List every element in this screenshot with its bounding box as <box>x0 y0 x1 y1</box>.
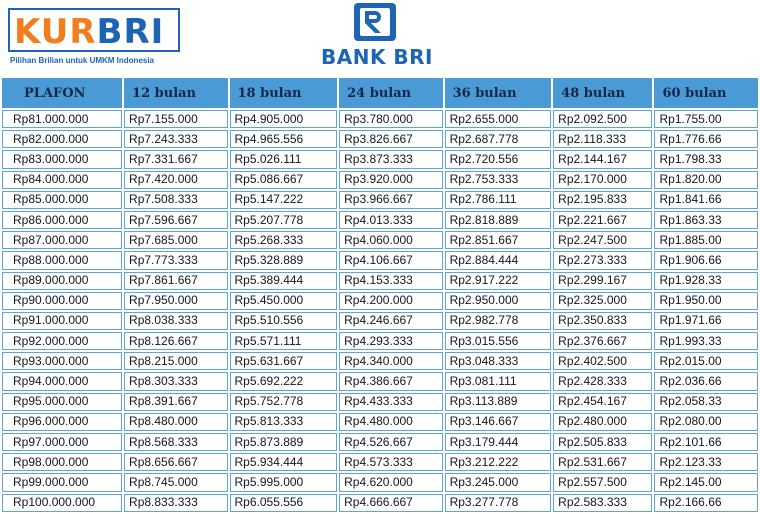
installment-cell: Rp1.971.66 <box>654 312 758 330</box>
installment-cell: Rp3.081.111 <box>445 372 552 390</box>
installment-cell: Rp4.573.333 <box>339 453 442 471</box>
installment-cell: Rp2.917.222 <box>445 272 552 290</box>
table-row <box>2 453 758 471</box>
installment-cell: Rp4.106.667 <box>339 251 442 269</box>
installment-cell: Rp5.086.667 <box>230 171 338 189</box>
table-row <box>2 352 758 370</box>
installment-cell: Rp2.195.833 <box>553 191 652 209</box>
table-header <box>2 78 758 108</box>
plafon-cell: Rp90.000.000 <box>2 292 122 310</box>
installment-cell: Rp2.480.000 <box>553 413 652 431</box>
installment-cell: Rp4.340.000 <box>339 352 442 370</box>
installment-cell: Rp2.036.66 <box>654 372 758 390</box>
installment-cell: Rp6.055.556 <box>230 494 338 512</box>
installment-cell: Rp4.666.667 <box>339 494 442 512</box>
installment-cell: Rp2.402.500 <box>553 352 652 370</box>
plafon-cell: Rp84.000.000 <box>2 171 122 189</box>
column-header-12-bulan: 12 bulan <box>124 78 227 108</box>
installment-cell: Rp4.905.000 <box>230 110 338 128</box>
bri-emblem-icon <box>353 2 397 42</box>
installment-cell: Rp2.818.889 <box>445 211 552 229</box>
table-row <box>2 332 758 350</box>
installment-cell: Rp5.692.222 <box>230 372 338 390</box>
installment-cell: Rp2.583.333 <box>553 494 652 512</box>
installment-cell: Rp5.934.444 <box>230 453 338 471</box>
installment-cell: Rp8.833.333 <box>124 494 227 512</box>
installment-cell: Rp5.813.333 <box>230 413 338 431</box>
installment-cell: Rp2.101.66 <box>654 433 758 451</box>
installment-cell: Rp2.655.000 <box>445 110 552 128</box>
installment-cell: Rp5.995.000 <box>230 473 338 491</box>
installment-cell: Rp2.144.167 <box>553 150 652 168</box>
plafon-cell: Rp95.000.000 <box>2 393 122 411</box>
installment-cell: Rp3.048.333 <box>445 352 552 370</box>
installment-cell: Rp2.982.778 <box>445 312 552 330</box>
column-header-24-bulan: 24 bulan <box>339 78 442 108</box>
installment-cell: Rp3.245.000 <box>445 473 552 491</box>
installment-cell: Rp4.060.000 <box>339 231 442 249</box>
table-body <box>2 110 758 512</box>
plafon-cell: Rp100.000.000 <box>2 494 122 512</box>
plafon-cell: Rp97.000.000 <box>2 433 122 451</box>
installment-cell: Rp4.013.333 <box>339 211 442 229</box>
plafon-cell: Rp98.000.000 <box>2 453 122 471</box>
installment-cell: Rp2.015.00 <box>654 352 758 370</box>
installment-cell: Rp7.596.667 <box>124 211 227 229</box>
installment-cell: Rp3.212.222 <box>445 453 552 471</box>
table-row <box>2 130 758 148</box>
installment-cell: Rp4.965.556 <box>230 130 338 148</box>
installment-cell: Rp8.656.667 <box>124 453 227 471</box>
installment-cell: Rp1.820.00 <box>654 171 758 189</box>
installment-cell: Rp2.058.33 <box>654 393 758 411</box>
installment-cell: Rp1.885.00 <box>654 231 758 249</box>
table-row <box>2 433 758 451</box>
installment-cell: Rp2.786.111 <box>445 191 552 209</box>
installment-cell: Rp1.928.33 <box>654 272 758 290</box>
table-row <box>2 292 758 310</box>
installment-cell: Rp3.873.333 <box>339 150 442 168</box>
installment-cell: Rp7.155.000 <box>124 110 227 128</box>
column-header-60-bulan: 60 bulan <box>654 78 758 108</box>
installment-cell: Rp4.526.667 <box>339 433 442 451</box>
installment-cell: Rp1.798.33 <box>654 150 758 168</box>
installment-cell: Rp2.325.000 <box>553 292 652 310</box>
table-row <box>2 110 758 128</box>
installment-cell: Rp3.179.444 <box>445 433 552 451</box>
table-row <box>2 312 758 330</box>
installment-cell: Rp8.038.333 <box>124 312 227 330</box>
table-header-row <box>2 78 758 108</box>
installment-cell: Rp7.773.333 <box>124 251 227 269</box>
column-header-18-bulan: 18 bulan <box>230 78 338 108</box>
installment-cell: Rp2.123.33 <box>654 453 758 471</box>
installment-cell: Rp2.092.500 <box>553 110 652 128</box>
kur-tagline: Pilihan Brilian untuk UMKM Indonesia <box>10 56 155 65</box>
installment-cell: Rp4.293.333 <box>339 332 442 350</box>
kur-bri-wordmark <box>14 12 164 52</box>
installment-cell: Rp4.386.667 <box>339 372 442 390</box>
installment-cell: Rp5.450.000 <box>230 292 338 310</box>
installment-cell: Rp2.170.000 <box>553 171 652 189</box>
installment-cell: Rp4.153.333 <box>339 272 442 290</box>
installment-table-container <box>0 76 727 510</box>
plafon-cell: Rp99.000.000 <box>2 473 122 491</box>
installment-cell: Rp2.376.667 <box>553 332 652 350</box>
installment-cell: Rp2.687.778 <box>445 130 552 148</box>
installment-cell: Rp3.966.667 <box>339 191 442 209</box>
installment-cell: Rp2.557.500 <box>553 473 652 491</box>
table-row <box>2 413 758 431</box>
plafon-cell: Rp91.000.000 <box>2 312 122 330</box>
installment-cell: Rp3.113.889 <box>445 393 552 411</box>
table-row <box>2 231 758 249</box>
installment-cell: Rp5.631.667 <box>230 352 338 370</box>
installment-cell: Rp3.277.778 <box>445 494 552 512</box>
installment-cell: Rp5.328.889 <box>230 251 338 269</box>
installment-cell: Rp2.454.167 <box>553 393 652 411</box>
installment-cell: Rp5.147.222 <box>230 191 338 209</box>
installment-cell: Rp2.753.333 <box>445 171 552 189</box>
installment-cell: Rp5.207.778 <box>230 211 338 229</box>
plafon-cell: Rp92.000.000 <box>2 332 122 350</box>
installment-cell: Rp2.884.444 <box>445 251 552 269</box>
table-row <box>2 191 758 209</box>
installment-cell: Rp7.685.000 <box>124 231 227 249</box>
table-row <box>2 393 758 411</box>
plafon-cell: Rp89.000.000 <box>2 272 122 290</box>
installment-cell: Rp2.299.167 <box>553 272 652 290</box>
table-row <box>2 272 758 290</box>
table-row <box>2 171 758 189</box>
kur-bri-logo-frame <box>8 8 180 52</box>
plafon-cell: Rp94.000.000 <box>2 372 122 390</box>
installment-cell: Rp3.780.000 <box>339 110 442 128</box>
plafon-cell: Rp86.000.000 <box>2 211 122 229</box>
installment-cell: Rp2.145.00 <box>654 473 758 491</box>
installment-cell: Rp7.508.333 <box>124 191 227 209</box>
table-row <box>2 211 758 229</box>
installment-cell: Rp4.200.000 <box>339 292 442 310</box>
installment-cell: Rp3.826.667 <box>339 130 442 148</box>
installment-cell: Rp1.841.66 <box>654 191 758 209</box>
plafon-cell: Rp82.000.000 <box>2 130 122 148</box>
installment-cell: Rp7.243.333 <box>124 130 227 148</box>
installment-cell: Rp7.331.667 <box>124 150 227 168</box>
installment-cell: Rp3.146.667 <box>445 413 552 431</box>
installment-cell: Rp8.215.000 <box>124 352 227 370</box>
installment-cell: Rp8.303.333 <box>124 372 227 390</box>
installment-cell: Rp2.428.333 <box>553 372 652 390</box>
installment-cell: Rp2.166.66 <box>654 494 758 512</box>
table-row <box>2 251 758 269</box>
kur-wordmark-kur: KUR <box>14 12 97 52</box>
installment-cell: Rp1.993.33 <box>654 332 758 350</box>
installment-cell: Rp8.126.667 <box>124 332 227 350</box>
installment-cell: Rp1.776.66 <box>654 130 758 148</box>
installment-cell: Rp5.873.889 <box>230 433 338 451</box>
plafon-cell: Rp88.000.000 <box>2 251 122 269</box>
installment-cell: Rp3.015.556 <box>445 332 552 350</box>
installment-cell: Rp2.950.000 <box>445 292 552 310</box>
installment-cell: Rp4.480.000 <box>339 413 442 431</box>
installment-cell: Rp7.950.000 <box>124 292 227 310</box>
plafon-cell: Rp87.000.000 <box>2 231 122 249</box>
kur-wordmark-bri: BRI <box>96 12 165 52</box>
plafon-cell: Rp96.000.000 <box>2 413 122 431</box>
page-header <box>0 0 700 76</box>
installment-table <box>0 76 760 514</box>
plafon-cell: Rp85.000.000 <box>2 191 122 209</box>
column-header-48-bulan: 48 bulan <box>553 78 652 108</box>
installment-cell: Rp8.568.333 <box>124 433 227 451</box>
bank-bri-wordmark: BANK BRI <box>320 45 433 69</box>
installment-cell: Rp2.505.833 <box>553 433 652 451</box>
plafon-cell: Rp81.000.000 <box>2 110 122 128</box>
installment-cell: Rp8.480.000 <box>124 413 227 431</box>
installment-cell: Rp1.950.00 <box>654 292 758 310</box>
installment-cell: Rp2.221.667 <box>553 211 652 229</box>
installment-cell: Rp4.246.667 <box>339 312 442 330</box>
installment-cell: Rp3.920.000 <box>339 171 442 189</box>
installment-cell: Rp1.906.66 <box>654 251 758 269</box>
installment-cell: Rp2.720.556 <box>445 150 552 168</box>
column-header-36-bulan: 36 bulan <box>445 78 552 108</box>
installment-cell: Rp5.752.778 <box>230 393 338 411</box>
kur-bri-logo <box>8 8 180 68</box>
table-row <box>2 372 758 390</box>
installment-cell: Rp2.080.00 <box>654 413 758 431</box>
installment-cell: Rp5.268.333 <box>230 231 338 249</box>
table-row <box>2 473 758 491</box>
installment-cell: Rp4.433.333 <box>339 393 442 411</box>
installment-cell: Rp4.620.000 <box>339 473 442 491</box>
installment-cell: Rp5.510.556 <box>230 312 338 330</box>
installment-cell: Rp7.861.667 <box>124 272 227 290</box>
bank-bri-logo <box>318 2 436 70</box>
installment-cell: Rp2.247.500 <box>553 231 652 249</box>
installment-cell: Rp5.571.111 <box>230 332 338 350</box>
installment-cell: Rp2.851.667 <box>445 231 552 249</box>
plafon-cell: Rp83.000.000 <box>2 150 122 168</box>
installment-cell: Rp5.389.444 <box>230 272 338 290</box>
plafon-cell: Rp93.000.000 <box>2 352 122 370</box>
installment-cell: Rp1.863.33 <box>654 211 758 229</box>
installment-cell: Rp1.755.00 <box>654 110 758 128</box>
column-header-plafon: PLAFON <box>2 78 122 108</box>
installment-cell: Rp7.420.000 <box>124 171 227 189</box>
installment-cell: Rp2.350.833 <box>553 312 652 330</box>
installment-cell: Rp5.026.111 <box>230 150 338 168</box>
installment-cell: Rp8.391.667 <box>124 393 227 411</box>
installment-cell: Rp2.273.333 <box>553 251 652 269</box>
installment-cell: Rp2.118.333 <box>553 130 652 148</box>
installment-cell: Rp2.531.667 <box>553 453 652 471</box>
table-row <box>2 494 758 512</box>
installment-cell: Rp8.745.000 <box>124 473 227 491</box>
table-row <box>2 150 758 168</box>
